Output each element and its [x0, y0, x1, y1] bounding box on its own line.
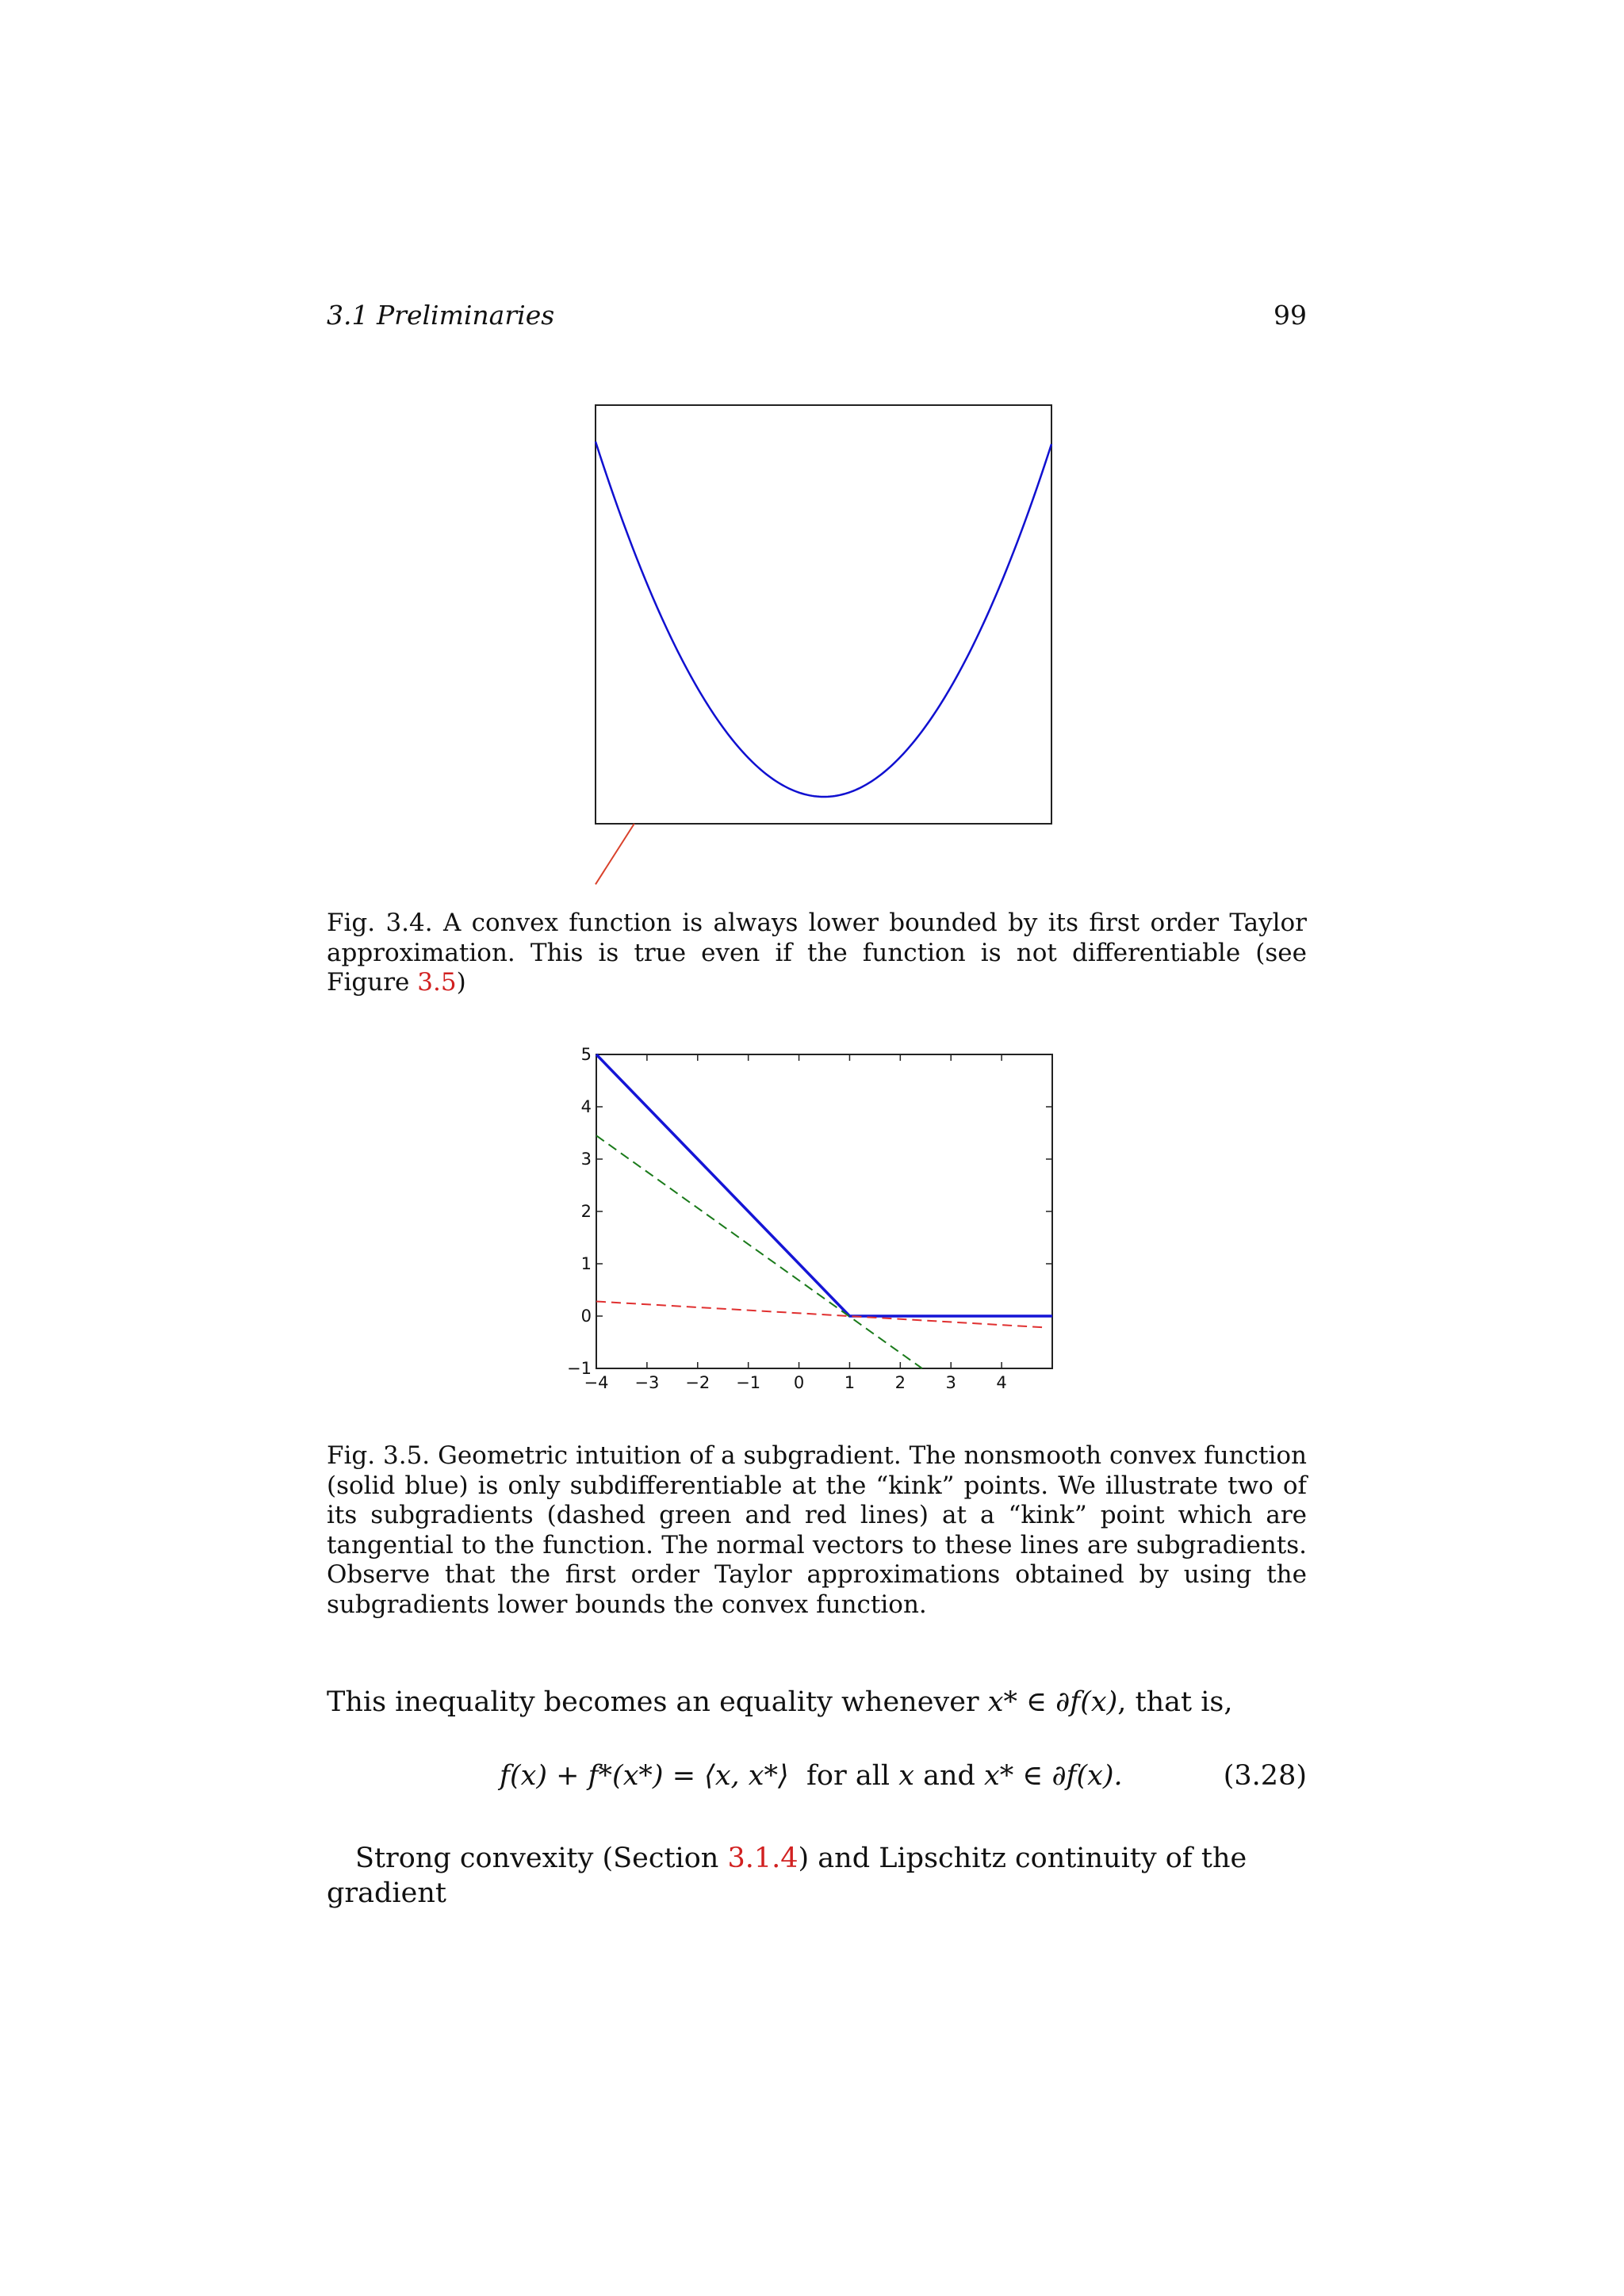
x-tick-label: 3 — [945, 1373, 956, 1392]
equation-and-text: and — [914, 1760, 985, 1792]
x-tick-label: −2 — [685, 1373, 710, 1392]
figure-3-4-caption — [327, 909, 1307, 998]
x-tick-label: 0 — [793, 1373, 805, 1392]
figure-3-5-link[interactable]: 3.5 — [417, 968, 457, 997]
equation-3-28 — [327, 1760, 1307, 1800]
figure-3-5-plot — [555, 1039, 1063, 1395]
body-line-1-math: x* ∈ ∂f(x) — [987, 1686, 1118, 1718]
body-para-2-text: Strong convexity (Section — [355, 1843, 728, 1874]
x-tick-label: 2 — [894, 1373, 906, 1392]
x-tick-label: −4 — [584, 1373, 609, 1392]
figure-3-4-caption-text: A convex function is always lower bounded by its first order Taylor approximation. This is true even if the function is not differentiable (see Figure — [327, 909, 1307, 997]
body-line-1-end: , that is, — [1117, 1686, 1233, 1718]
figure-3-4-caption-prefix: Fig. 3.4. — [327, 909, 433, 937]
y-tick-label: 0 — [580, 1307, 592, 1326]
section-3-1-4-link[interactable]: 3.1.4 — [727, 1843, 799, 1874]
figure-3-4-caption-suffix: ) — [456, 968, 466, 997]
figure-3-5-frame — [596, 1054, 1052, 1368]
y-tick-label: 5 — [580, 1045, 592, 1064]
tangent-line — [596, 824, 634, 884]
equation-rhs: x* ∈ ∂f(x). — [984, 1760, 1123, 1792]
subgradient-red-line — [596, 1302, 1048, 1328]
equation-body — [500, 1760, 1123, 1792]
subgradient-green-line — [596, 1135, 922, 1368]
body-para-2-end: ) and Lipschitz continuity of the gradient — [327, 1843, 1247, 1909]
equation-mid-text: for all — [788, 1760, 899, 1792]
x-tick-label: 4 — [996, 1373, 1007, 1392]
y-tick-label: 2 — [580, 1202, 592, 1221]
page-number: 99 — [1274, 300, 1307, 331]
figure-3-5-caption-text: Geometric intuition of a subgradient. The nonsmooth convex function (solid blue) is only subdifferentiable at the “kink” points. We illustrate two of its subgradients (dashed green and red lines) at a “kink” point which are tangential to the function. The normal vectors to these lines are subgradients. Observe that the first order Taylor approximations obtained by using the subgradients lower bounds the convex function. — [327, 1441, 1308, 1619]
x-tick-label: 1 — [844, 1373, 856, 1392]
x-tick-label: −3 — [634, 1373, 660, 1392]
running-title: 3.1 Preliminaries — [327, 300, 555, 331]
body-line-1-text: This inequality becomes an equality whenever — [327, 1686, 988, 1718]
body-paragraph-2 — [327, 1841, 1307, 1911]
y-tick-label: −1 — [567, 1359, 592, 1378]
equation-x: x — [898, 1760, 914, 1792]
x-tick-label: −1 — [736, 1373, 761, 1392]
body-paragraph-1 — [327, 1685, 1307, 1720]
convex-curve — [596, 442, 1051, 797]
running-head — [327, 300, 1307, 339]
figure-3-5-caption-prefix: Fig. 3.5. — [327, 1441, 431, 1470]
y-tick-label: 4 — [580, 1097, 592, 1116]
figure-3-4-plot — [595, 404, 1053, 825]
equation-lhs: f(x) + f*(x*) = ⟨x, x*⟩ — [500, 1760, 789, 1792]
figure-3-4-frame — [596, 405, 1051, 824]
figure-3-5-caption — [327, 1441, 1307, 1620]
equation-number: (3.28) — [1223, 1760, 1307, 1792]
y-tick-label: 1 — [580, 1254, 592, 1273]
y-tick-label: 3 — [580, 1150, 592, 1169]
